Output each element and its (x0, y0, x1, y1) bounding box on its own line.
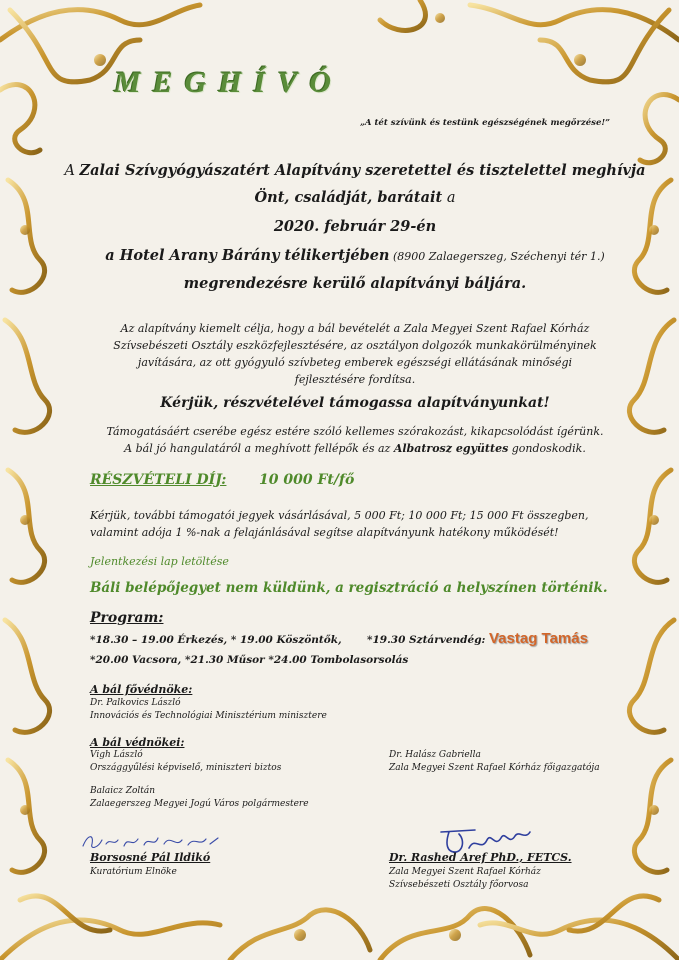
purpose-line: fejlesztésére fordítsa. (294, 373, 416, 386)
patron-3-title: Zalaegerszeg Megyei Jogú Város polgármestere (90, 799, 309, 809)
donation-line: valamint adója 1 %-nak a felajánlásával segítse alapítványunk hatékony működését! (90, 526, 559, 539)
fee-label: RÉSZVÉTELI DÍJ: (90, 472, 227, 488)
support-line-1: Támogatásáért cserébe egész estére szóló kellemes szórakozást, kikapcsolódást ígérünk. (106, 425, 604, 438)
organization-name: Zalai Szívgyógyászatért Alapítvány szeretettel és tisztelettel meghívja (79, 162, 646, 179)
intro-line-2 (60, 189, 650, 206)
appeal: Kérjük, részvételével támogassa alapítványunkat! (160, 395, 550, 411)
support-paragraph (60, 423, 650, 457)
intro-line-2-suffix: a (442, 190, 456, 206)
invitation-title: MEGHÍVÓ (114, 66, 344, 99)
purpose-line: javítására, az ott gyógyuló szívbeteg emberek egészségi ellátásának minőségi (137, 356, 573, 369)
program-row-1b: *19.30 Sztárvendég: (367, 634, 486, 646)
intro-line-5: megrendezésre kerülő alapítványi báljára. (183, 275, 527, 292)
main-patron-title: Innovációs és Technológiai Minisztérium minisztere (90, 711, 327, 721)
program-heading: Program: (90, 610, 164, 626)
registration-note: Báli belépőjegyet nem küldünk, a regisztráció a helyszínen történik. (90, 580, 608, 596)
left-signer-title: Kuratórium Elnöke (90, 867, 177, 877)
patron-1-name: Vigh László (90, 750, 143, 760)
main-patron-name: Dr. Palkovics László (90, 698, 181, 708)
venue-address: (8900 Zalaegerszeg, Széchenyi tér 1.) (389, 250, 605, 263)
patron-2-name: Dr. Halász Gabriella (389, 750, 481, 760)
main-patron-heading: A bál fővédnöke: (90, 683, 193, 696)
support-line-2 (60, 440, 650, 457)
support-line-2-prefix: A bál jó hangulatáról a meghívott fellépők és az (124, 442, 394, 455)
patron-1-title: Országgyűlési képviselő, miniszteri biztos (90, 763, 282, 773)
venue (60, 247, 650, 264)
intro-line-1 (60, 162, 650, 179)
purpose-paragraph (60, 320, 650, 388)
purpose-line: Szívsebészeti Osztály eszközfejlesztésére, az osztályon dolgozók munkakörülményinek (113, 339, 597, 352)
donation-paragraph (90, 507, 630, 541)
patron-2-title: Zala Megyei Szent Rafael Kórház főigazgatója (389, 763, 600, 773)
fee-value: 10 000 Ft/fő (259, 472, 355, 488)
motto: „A tét szívünk és testünk egészségének megőrzése!” (360, 118, 610, 128)
intro-prefix: A (64, 163, 80, 179)
patron-3-name: Balaicz Zoltán (90, 786, 156, 796)
invitees: Önt, családját, barátait (254, 189, 443, 206)
program-row-2: *20.00 Vacsora, *21.30 Műsor *24.00 Tombolasorsolás (90, 654, 409, 666)
registration-download-link[interactable]: Jelentkezési lap letöltése (90, 555, 229, 568)
program-row-1a: *18.30 – 19.00 Érkezés, * 19.00 Köszöntők, (90, 634, 342, 646)
purpose-line: Az alapítvány kiemelt célja, hogy a bál bevételét a Zala Megyei Szent Rafael Kórház (120, 322, 590, 335)
right-signer-title-1: Zala Megyei Szent Rafael Kórház (389, 867, 541, 877)
venue-name: a Hotel Arany Bárány télikertjében (105, 247, 390, 264)
donation-line: Kérjük, további támogatói jegyek vásárlásával, 5 000 Ft; 10 000 Ft; 15 000 Ft összegben, (90, 509, 589, 522)
band-name: Albatrosz együttes (393, 442, 509, 455)
event-date: 2020. február 29-én (273, 218, 437, 235)
right-signer-title-2: Szívsebészeti Osztály főorvosa (389, 880, 529, 890)
star-guest-name: Vastag Tamás (489, 630, 588, 647)
support-line-2-suffix: gondoskodik. (508, 442, 586, 455)
right-signer-name: Dr. Rashed Aref PhD., FETCS. (389, 851, 572, 864)
patrons-heading: A bál védnökei: (90, 736, 185, 749)
left-signer-name: Borsosné Pál Ildikó (90, 851, 211, 864)
